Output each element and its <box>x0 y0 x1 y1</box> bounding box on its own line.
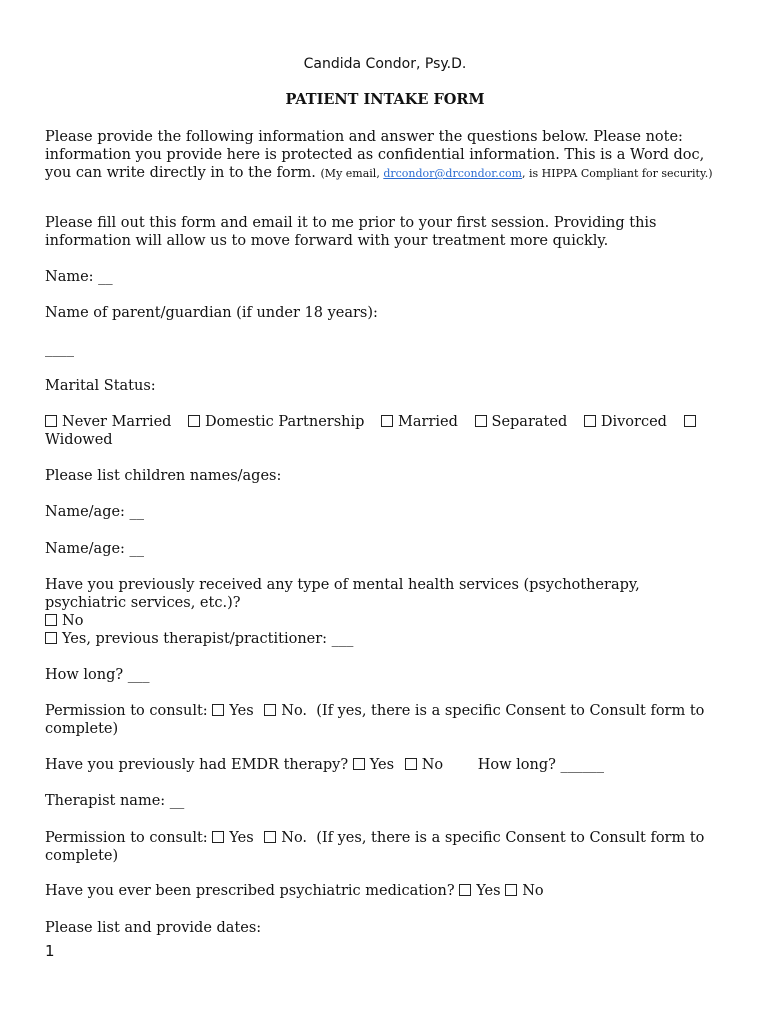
guardian-label: Name of parent/guardian (if under 18 years): <box>45 305 378 321</box>
checkbox[interactable] <box>584 415 596 427</box>
page-number: 1 <box>45 942 55 960</box>
email-note: (My email, drcondor@drcondor.com, is HIPPA Compliant for security.) <box>320 167 713 180</box>
marital-options <box>45 413 725 449</box>
mental-health-question: Have you previously received any type of mental health services (psychotherapy, psychiatric services, etc.)? <box>45 577 640 611</box>
checkbox-med-no[interactable] <box>505 884 517 896</box>
intro-paragraph <box>45 128 725 182</box>
checkbox[interactable] <box>381 415 393 427</box>
checkbox[interactable] <box>188 415 200 427</box>
checkbox[interactable] <box>45 632 57 644</box>
child-field-2[interactable]: Name/age: __ <box>45 541 145 557</box>
medication-list-label: Please list and provide dates: <box>45 920 262 936</box>
child-field-1[interactable]: Name/age: __ <box>45 504 145 520</box>
option-domestic-partnership[interactable]: Domestic Partnership <box>188 414 364 430</box>
emdr-how-long-field[interactable]: How long? ______ <box>477 757 605 773</box>
option-widowed-label: Widowed <box>45 432 113 448</box>
checkbox-consult2-yes[interactable] <box>212 831 224 843</box>
permission-consult-1: Permission to consult: Yes No. (If yes, there is a specific Consent to Consult form to complete) <box>45 703 705 737</box>
option-separated[interactable]: Separated <box>475 414 568 430</box>
intro-text: Please provide the following information and answer the questions below. Please note: information you provide here is protected as confidential information. This is a Word doc, you can write directly in to the form. <box>45 129 705 181</box>
marital-status-label: Marital Status: <box>45 378 156 394</box>
children-label: Please list children names/ages: <box>45 468 282 484</box>
instructions-paragraph: Please fill out this form and email it to me prior to your first session. Providing this information will allow us to move forward with your treatment more quickly. <box>45 215 657 249</box>
email-link[interactable]: drcondor@drcondor.com <box>383 167 522 180</box>
checkbox-consult2-no[interactable] <box>264 831 276 843</box>
practitioner-name: Candida Condor, Psy.D. <box>303 56 467 72</box>
option-married[interactable]: Married <box>381 414 458 430</box>
emdr-question-row: Have you previously had EMDR therapy? Yes No How long? ______ <box>45 757 605 773</box>
guardian-field[interactable]: ____ <box>45 341 74 357</box>
checkbox-emdr-no[interactable] <box>405 758 417 770</box>
checkbox[interactable] <box>475 415 487 427</box>
mental-health-yes[interactable]: Yes, previous therapist/practitioner: ___ <box>45 630 725 648</box>
checkbox-consult-yes[interactable] <box>212 704 224 716</box>
medication-question-row: Have you ever been prescribed psychiatric medication? Yes No <box>45 883 544 899</box>
name-field[interactable]: Name: __ <box>45 269 113 285</box>
form-title: PATIENT INTAKE FORM <box>285 91 485 108</box>
checkbox-med-yes[interactable] <box>459 884 471 896</box>
checkbox-emdr-yes[interactable] <box>353 758 365 770</box>
checkbox[interactable] <box>45 614 57 626</box>
how-long-field[interactable]: How long? ___ <box>45 667 150 683</box>
checkbox-widowed[interactable] <box>684 415 696 427</box>
checkbox-consult-no[interactable] <box>264 704 276 716</box>
option-never-married[interactable]: Never Married <box>45 414 171 430</box>
permission-consult-2: Permission to consult: Yes No. (If yes, there is a specific Consent to Consult form to complete) <box>45 830 705 864</box>
checkbox[interactable] <box>45 415 57 427</box>
option-divorced[interactable]: Divorced <box>584 414 667 430</box>
mental-health-no[interactable]: No <box>45 612 725 630</box>
therapist-name-field[interactable]: Therapist name: __ <box>45 793 185 809</box>
